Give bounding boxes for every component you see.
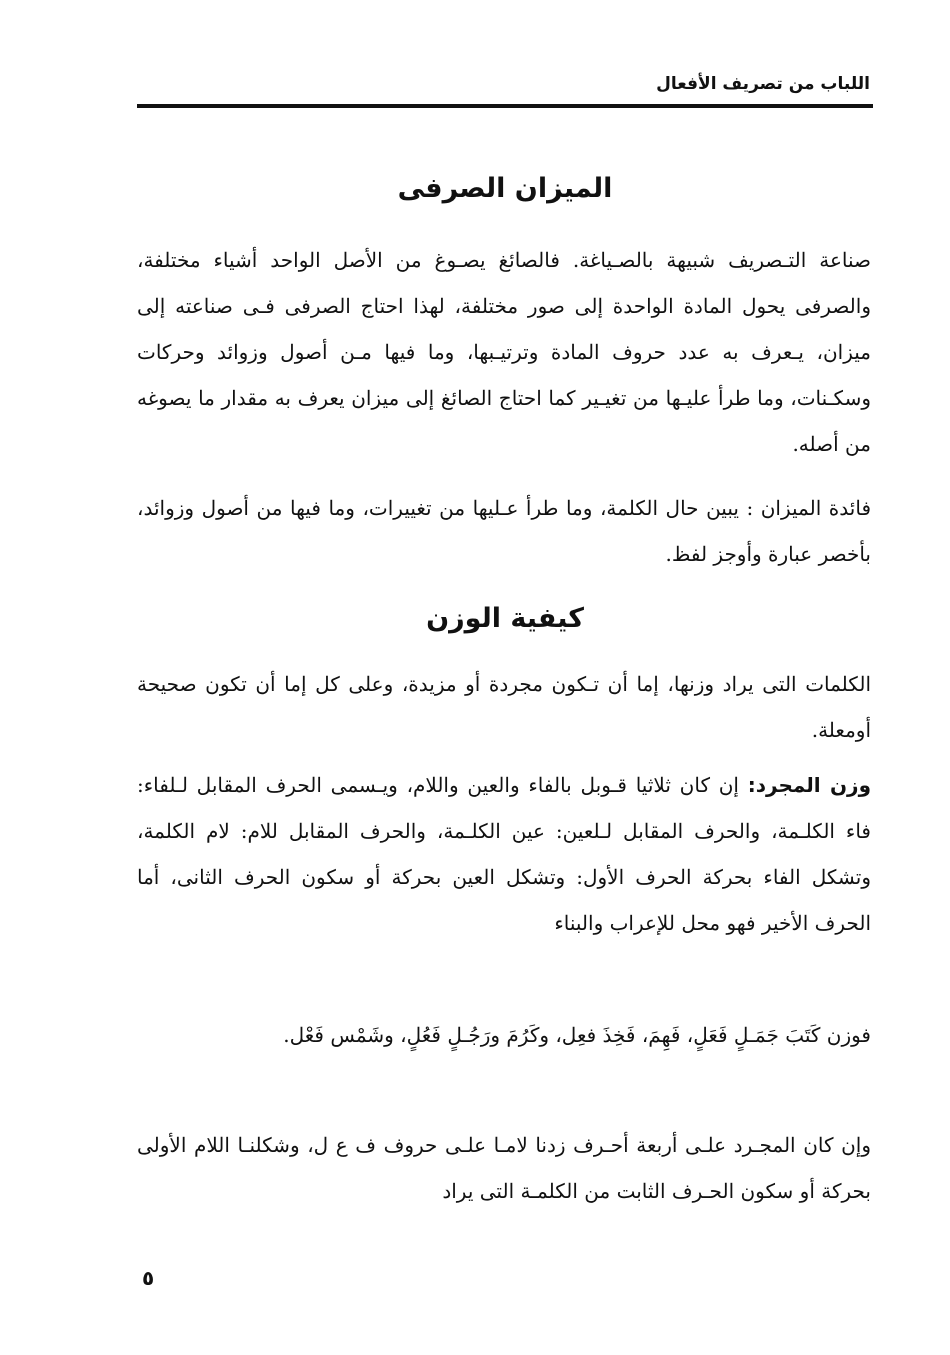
paragraph-weigh-intro: الكلمات التى يراد وزنها، إما أن تـكون مجردة أو مزيدة، وعلى كل إما أن تكون صحيحة أومعلة.	[137, 672, 871, 742]
section-heading-how-to-weigh: كيفية الوزن	[426, 603, 584, 634]
running-header-title: اللباب من تصريف الأفعال	[656, 74, 870, 94]
section-heading-morphological-scale: الميزان الصرفى	[397, 173, 613, 204]
header-divider	[137, 104, 873, 108]
paragraph-quadriliteral: وإن كان المجـرد علـى أربعة أحـرف زدنا لامـا علـى حروف ف ع ل، وشكلنـا اللام الأولى بحركة أو سكون الحـرف الثابت من الكلمـة التى يراد	[137, 1133, 871, 1203]
paragraph-scale-intro: صناعة التـصريف شبيهة بالصـياغة. فالصائغ يصـوغ من الأصل الواحد أشياء مختلفة، والصرفى يحول المادة الواحدة إلى صور مختلفة، لهذا احتاج الصرفى فـى صناعته إلى ميزان، يـعرف به عدد حروف المادة وترتيـبها، وما فيها مـن أصول وزوائد وحركات وسكـنات، وما طرأ عليـها من تغيـير كما احتاج الصائغ إلى ميزان يعرف به مقدار ما يصوغه من أصله.	[137, 248, 871, 456]
paragraph-bare-weight	[137, 762, 871, 946]
paragraph-examples: فوزن كَتَبَ جَمَـلٍ فَعَلٍ، فَهِمَ، فَخِذَ فعِل، وكَرُمَ ورَجُـلٍ فَعُلٍ، وشَمْس فَعْل.	[283, 1023, 871, 1047]
paragraph-lead-term: وزن المجرد:	[747, 773, 872, 797]
paragraph-bare-weight-text: إن كان ثلاثيا قـوبل بالفاء والعين واللام، ويـسمى الحرف المقابل لـلفاء: فاء الكلـمة، والحرف المقابل لـلعين: عين الكلـمة، والحرف المقابل للام: لام الكلمة، وتشكل الفاء بحركة الحرف الأول: وتشكل العين بحركة أو سكون الحرف الثانى، أما الحرف الأخير فهو محل للإعراب والبناء	[137, 773, 871, 935]
page-number: ٥	[142, 1266, 155, 1290]
paragraph-scale-benefit: فائدة الميزان : يبين حال الكلمة، وما طرأ عـليها من تغييرات، وما فيها من أصول وزوائد، بأخصر عبارة وأوجز لفظ.	[137, 496, 871, 566]
